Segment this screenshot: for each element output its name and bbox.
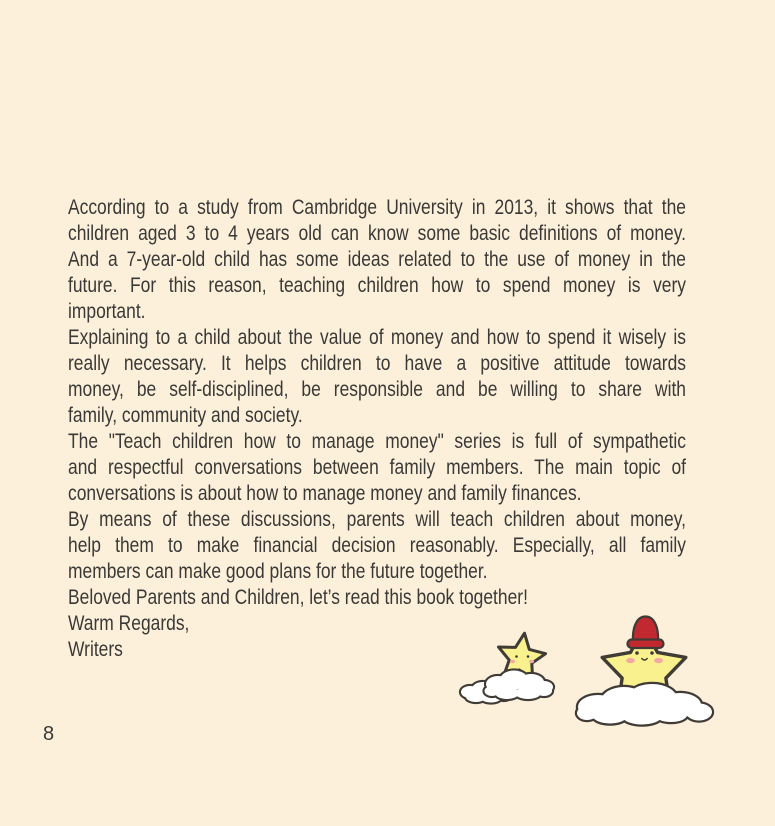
text-line: Warm Regards, bbox=[68, 612, 190, 635]
body-text bbox=[68, 195, 686, 663]
text-line: members can make good plans for the future together. bbox=[68, 560, 488, 583]
text-line: money, be self-disciplined, be responsible and be willing to share with bbox=[68, 378, 686, 401]
big-cloud-icon bbox=[577, 684, 712, 725]
text-line: important. bbox=[68, 300, 146, 323]
page-number: 8 bbox=[43, 723, 55, 745]
small-star-cheek-icon bbox=[529, 660, 534, 663]
text-line: help them to make financial decision reasonably. Especially, all family bbox=[68, 534, 686, 557]
text-line: family, community and society. bbox=[68, 404, 303, 427]
big-star-cheek-icon bbox=[654, 658, 663, 663]
big-star-eye-icon bbox=[650, 651, 654, 655]
text-line: future. For this reason, teaching children how to spend money is very bbox=[68, 274, 686, 297]
text-line: really necessary. It helps children to have a positive attitude towards bbox=[68, 352, 686, 375]
text-line: According to a study from Cambridge University in 2013, it shows that the bbox=[68, 196, 686, 219]
red-hat-icon bbox=[628, 617, 664, 649]
text-line: The "Teach children how to manage money" series is full of sympathetic bbox=[68, 430, 686, 453]
small-cloud-main-icon bbox=[485, 671, 554, 700]
text-line: By means of these discussions, parents will teach children about money, bbox=[68, 508, 686, 531]
text-line: Writers bbox=[68, 638, 123, 661]
text-line: children aged 3 to 4 years old can know some basic definitions of money. bbox=[68, 222, 686, 245]
text-line: conversations is about how to manage money and family finances. bbox=[68, 482, 582, 505]
small-star-cheek-icon bbox=[510, 660, 515, 663]
text-line: and respectful conversations between family members. The main topic of bbox=[68, 456, 686, 479]
text-line: And a 7-year-old child has some ideas related to the use of money in the bbox=[68, 248, 686, 271]
big-star-eye-icon bbox=[635, 651, 639, 655]
text-line: Explaining to a child about the value of money and how to spend it wisely is bbox=[68, 326, 686, 349]
stars-on-clouds-illustration bbox=[440, 605, 730, 735]
text-line: Beloved Parents and Children, let’s read this book together! bbox=[68, 586, 528, 609]
small-star-eye-icon bbox=[515, 655, 518, 658]
big-star-cheek-icon bbox=[626, 658, 635, 663]
small-star-eye-icon bbox=[527, 655, 530, 658]
